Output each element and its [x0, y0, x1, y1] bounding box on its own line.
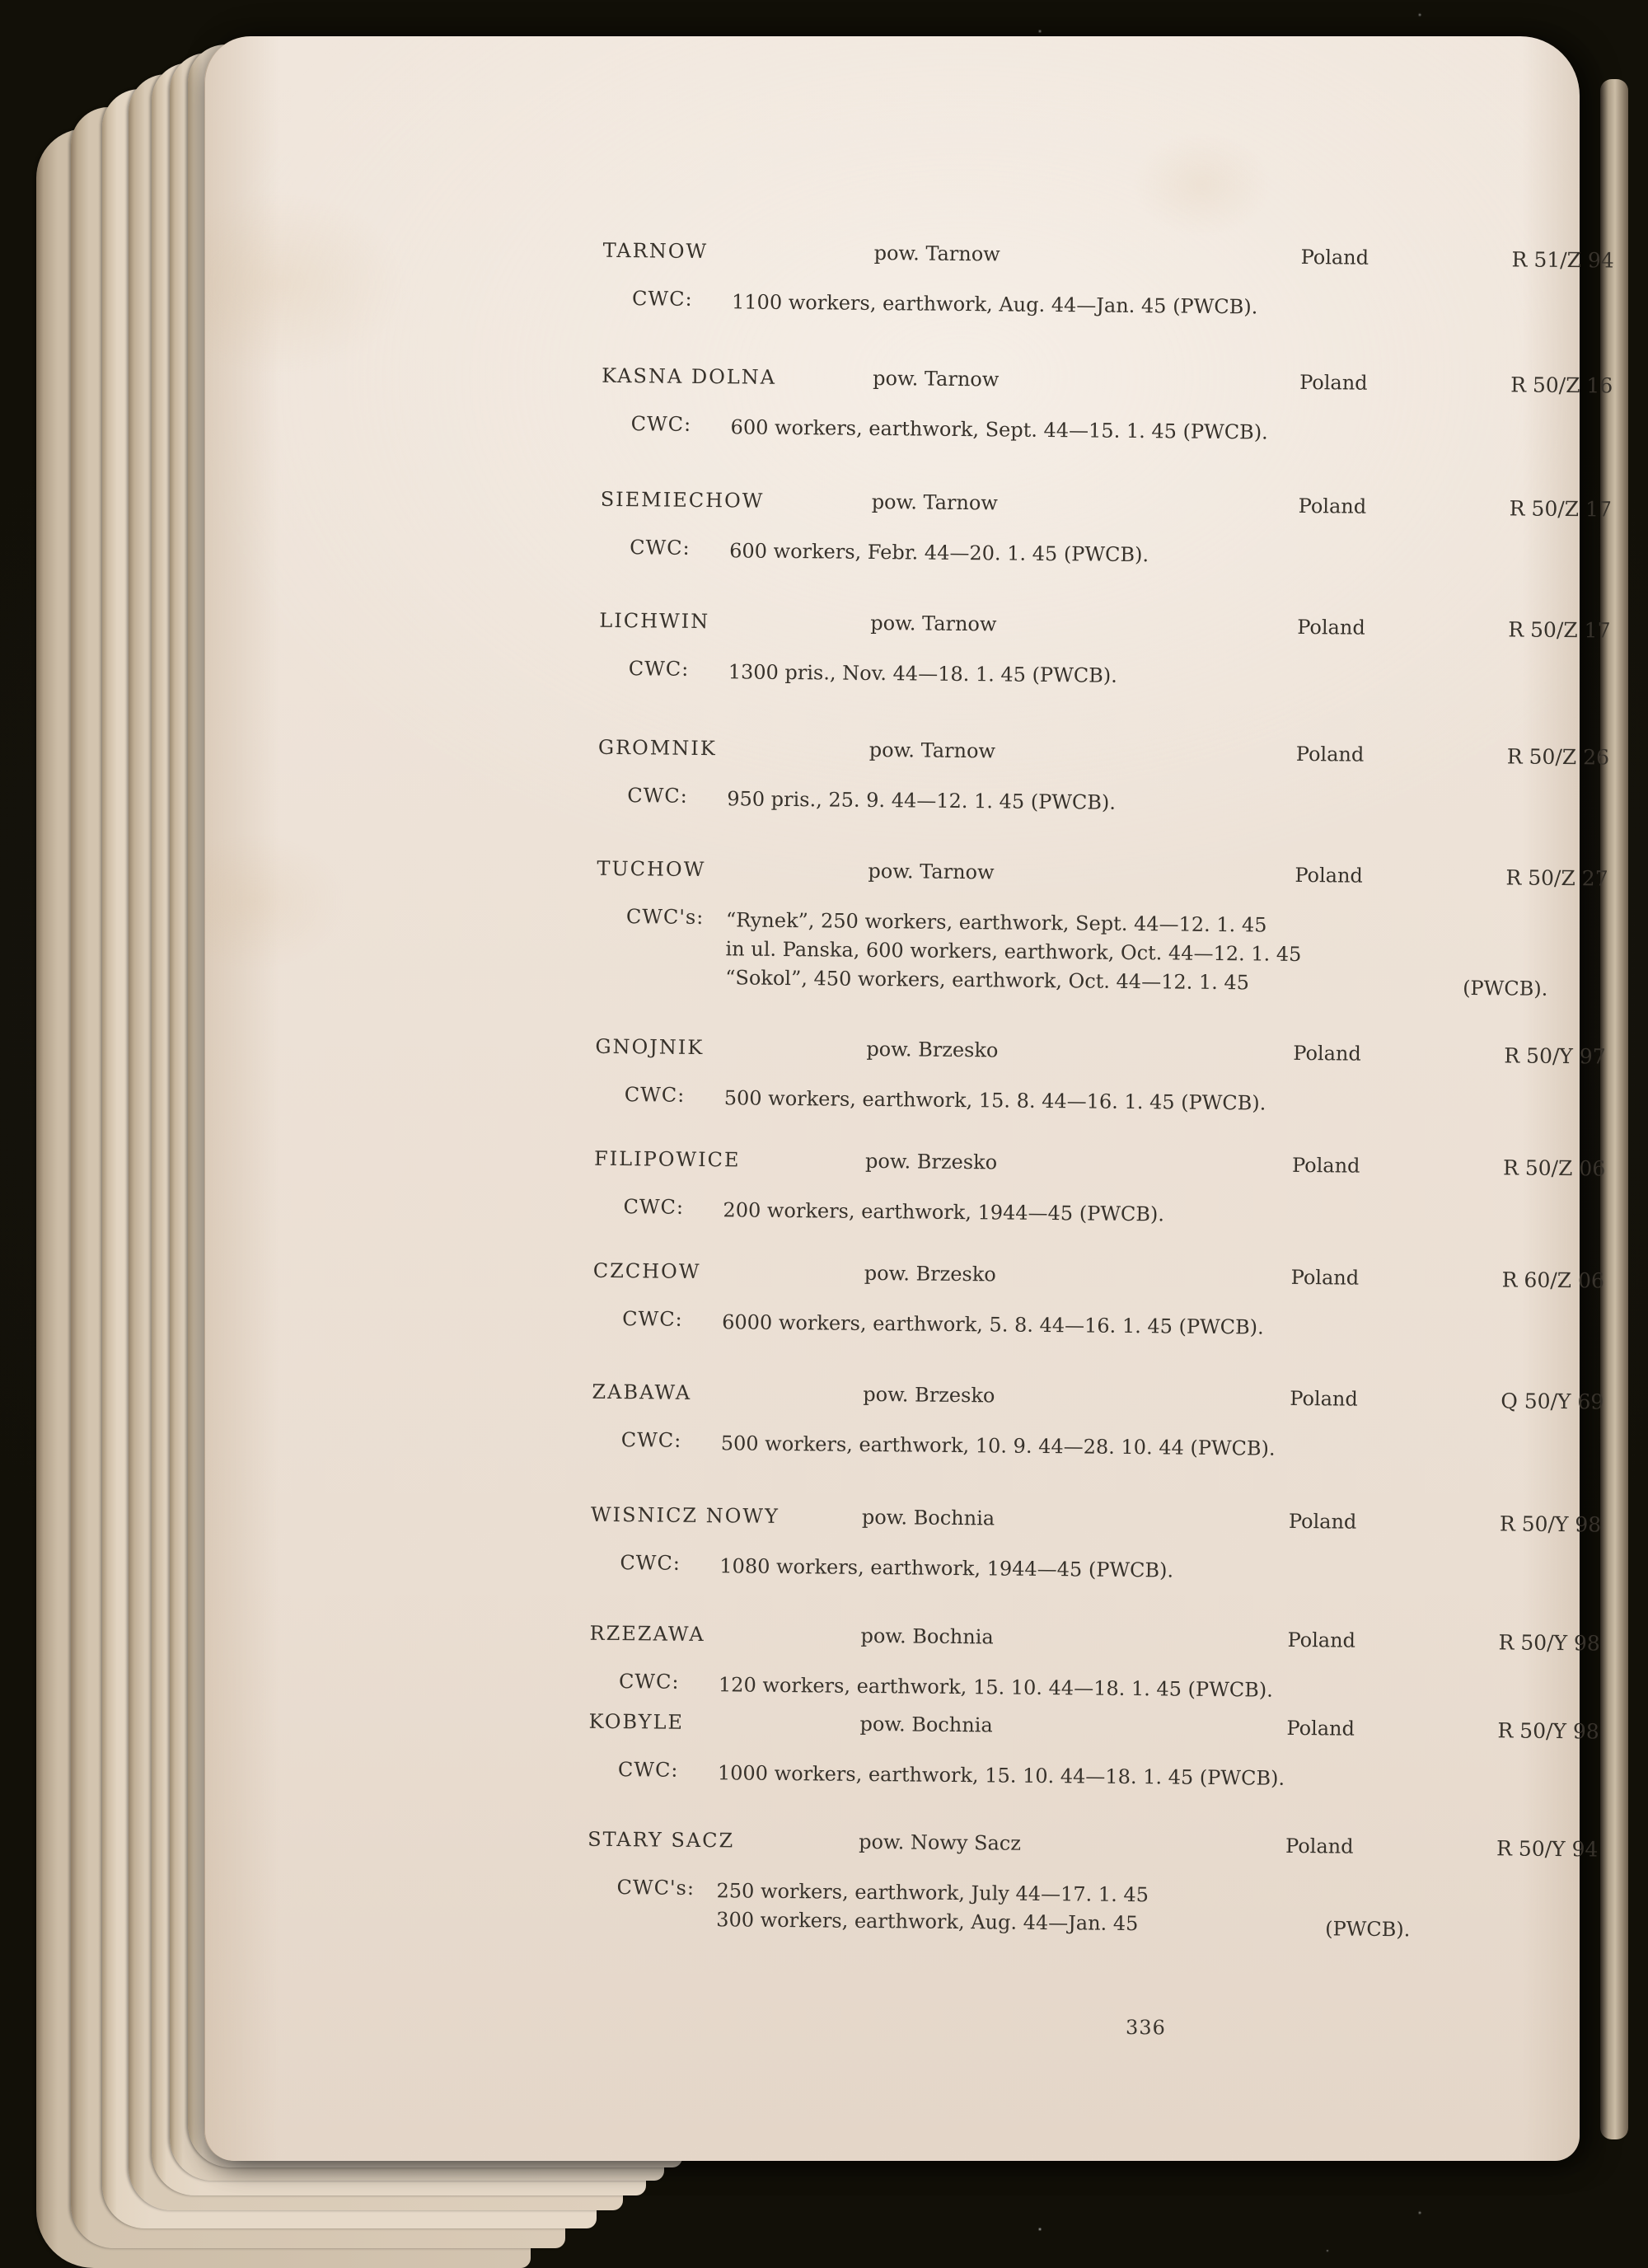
map-code: R 50/Y 98 [1499, 1511, 1602, 1537]
camp-entry-head [591, 1503, 1648, 1541]
cwc-label: CWC: [620, 1428, 682, 1452]
cwc-lines [719, 1552, 1648, 1590]
cwc-label: CWC: [620, 1551, 681, 1575]
camp-name: RZEZAWA [589, 1621, 705, 1647]
camp-entry-head [593, 1259, 1648, 1297]
camp-name: STARY SACZ [588, 1827, 735, 1853]
country: Poland [1295, 863, 1364, 888]
country: Poland [1299, 370, 1368, 395]
camp-entry-head [598, 736, 1648, 774]
camp-entry-body [590, 1551, 1648, 1590]
camp-entry [596, 857, 1648, 1001]
map-code: R 50/Y 94 [1496, 1836, 1599, 1862]
camp-entry-body [596, 905, 1648, 1001]
district: pow. Tarnow [870, 611, 997, 636]
pwcb-note: (PWCB). [1325, 1917, 1411, 1942]
cwc-line: 250 workers, earthwork, July 44—17. 1. 45 [716, 1879, 1149, 1907]
camp-name: TARNOW [602, 238, 709, 264]
country: Poland [1291, 1153, 1360, 1178]
cwc-label: CWC: [631, 287, 693, 311]
cwc-lines [728, 658, 1648, 696]
country: Poland [1290, 1386, 1358, 1411]
pwcb-note: (PWCB). [1463, 976, 1548, 1000]
district: pow. Tarnow [873, 366, 1000, 391]
camp-name: CZCHOW [592, 1258, 701, 1284]
cwc-lines [732, 288, 1648, 326]
cwc-lines [718, 1759, 1648, 1797]
camp-entry [587, 1828, 1648, 1943]
country: Poland [1288, 1509, 1357, 1534]
country: Poland [1295, 742, 1365, 766]
camp-entry-head [599, 609, 1648, 647]
country: Poland [1300, 245, 1369, 269]
camp-name: WISNICZ NOWY [590, 1502, 780, 1528]
camp-entry-body [600, 536, 1648, 574]
district: pow. Brzesko [864, 1261, 996, 1286]
camp-entry-body [601, 412, 1648, 451]
camp-name: KOBYLE [588, 1709, 685, 1734]
camp-entry-body [595, 1083, 1648, 1122]
cwc-label: CWC: [627, 784, 688, 808]
cwc-label: CWC: [618, 1670, 680, 1694]
cwc-label: CWC: [622, 1307, 683, 1331]
camp-entry [590, 1503, 1648, 1590]
camp-entry-body [592, 1428, 1648, 1467]
camp-name: SIEMIECHOW [600, 487, 765, 513]
page-number: 336 [1125, 2015, 1166, 2040]
cwc-line: 200 workers, earthwork, 1944—45 (PWCB). [723, 1198, 1165, 1226]
district: pow. Tarnow [868, 738, 996, 763]
camp-entry-head [602, 364, 1648, 402]
page-text [585, 221, 1648, 2126]
book-page [204, 36, 1614, 2161]
cwc-line: 1080 workers, earthwork, 1944—45 (PWCB). [719, 1554, 1174, 1582]
camp-entry-head [588, 1710, 1648, 1748]
map-code: R 50/Y 98 [1498, 1630, 1600, 1656]
cwc-line: 600 workers, earthwork, Sept. 44—15. 1. 45 (PWCB). [730, 415, 1268, 444]
cwc-lines [724, 1084, 1648, 1122]
camp-entry [597, 736, 1648, 822]
cwc-line: 600 workers, Febr. 44—20. 1. 45 (PWCB). [729, 539, 1149, 567]
camp-entry [601, 364, 1648, 451]
cwc-lines [723, 1196, 1648, 1234]
country: Poland [1285, 1834, 1354, 1858]
camp-entry [602, 239, 1648, 326]
cwc-lines [727, 785, 1648, 822]
camp-entry [599, 609, 1648, 696]
cwc-line: 1300 pris., Nov. 44—18. 1. 45 (PWCB). [728, 660, 1117, 687]
cwc-line: 1100 workers, earthwork, Aug. 44—Jan. 45 (PWCB). [731, 290, 1258, 319]
district: pow. Bochnia [861, 1505, 995, 1530]
camp-entry-head [597, 857, 1648, 895]
camp-name: TUCHOW [597, 856, 706, 882]
cwc-line: in ul. Panska, 600 workers, earthwork, Oct. 44—12. 1. 45 [725, 937, 1302, 966]
district: pow. Bochnia [859, 1712, 993, 1737]
camp-name: GNOJNIK [595, 1034, 705, 1060]
country: Poland [1298, 494, 1367, 518]
camp-entry-head [592, 1380, 1648, 1418]
camp-entry-body [593, 1195, 1648, 1234]
camp-name: FILIPOWICE [593, 1146, 741, 1172]
camp-entry [595, 1035, 1648, 1122]
camp-entry-body [587, 1876, 1648, 1943]
cwc-line: 300 workers, earthwork, Aug. 44—Jan. 45 [716, 1908, 1139, 1936]
map-code: R 50/Z 26 [1506, 744, 1610, 770]
cwc-line: 950 pris., 25. 9. 44—12. 1. 45 (PWCB). [727, 787, 1117, 814]
cwc-lines [719, 1671, 1648, 1708]
country: Poland [1287, 1628, 1356, 1652]
camp-entry [593, 1147, 1648, 1234]
camp-entry-head [602, 239, 1648, 277]
cwc-lines [716, 1877, 1648, 1943]
map-code: R 50/Y 98 [1497, 1718, 1599, 1744]
district: pow. Brzesko [863, 1382, 995, 1408]
district: pow. Tarnow [871, 490, 999, 515]
cwc-line: 1000 workers, earthwork, 15. 10. 44—18. 1. 45 (PWCB). [717, 1761, 1285, 1790]
cwc-line: 120 workers, earthwork, 15. 10. 44—18. 1. 45 (PWCB). [718, 1673, 1273, 1702]
cwc-label: CWC's: [625, 905, 705, 930]
camp-entry [588, 1710, 1648, 1797]
cwc-label: CWC: [623, 1195, 685, 1219]
camp-name: KASNA DOLNA [602, 363, 777, 389]
camp-entry-head [601, 488, 1648, 526]
cwc-line: “Sokol”, 450 workers, earthwork, Oct. 44—12. 1. 45 [725, 966, 1250, 995]
cwc-label: CWC's: [616, 1876, 695, 1900]
map-code: R 51/Z 94 [1511, 247, 1614, 273]
country: Poland [1290, 1265, 1360, 1290]
district: pow. Brzesko [866, 1037, 999, 1062]
country: Poland [1297, 615, 1365, 640]
map-code: R 50/Z 27 [1505, 865, 1608, 891]
map-code: R 50/Z 16 [1510, 373, 1613, 398]
camp-entry-head [594, 1147, 1648, 1185]
entries [585, 221, 1648, 2126]
cwc-label: CWC: [630, 412, 692, 436]
camp-entry [592, 1259, 1648, 1346]
cwc-lines [729, 537, 1648, 574]
cwc-label: CWC: [624, 1083, 686, 1107]
map-code: R 50/Z 17 [1508, 617, 1611, 643]
map-code: R 50/Z 17 [1509, 496, 1613, 522]
district: pow. Bochnia [860, 1624, 994, 1649]
camp-entry [589, 1622, 1648, 1708]
camp-name: LICHWIN [599, 608, 710, 634]
country: Poland [1286, 1716, 1355, 1741]
camp-entry-head [595, 1035, 1648, 1073]
map-code: Q 50/Y 69 [1501, 1389, 1604, 1414]
camp-name: ZABAWA [592, 1380, 692, 1404]
cwc-line: “Rynek”, 250 workers, earthwork, Sept. 44—12. 1. 45 [725, 908, 1267, 937]
country: Poland [1293, 1041, 1361, 1066]
cwc-label: CWC: [630, 536, 691, 560]
cwc-line: 500 workers, earthwork, 10. 9. 44—28. 10. 44 (PWCB). [720, 1432, 1276, 1460]
map-code: R 50/Z 06 [1502, 1155, 1606, 1181]
cwc-lines [722, 1308, 1648, 1346]
camp-entry-body [592, 1307, 1648, 1346]
district: pow. Brzesko [864, 1149, 998, 1174]
camp-name: GROMNIK [597, 735, 717, 761]
map-code: R 60/Z 06 [1501, 1268, 1605, 1293]
map-code: R 50/Y 97 [1504, 1043, 1606, 1069]
cwc-label: CWC: [628, 657, 690, 681]
camp-entry-body [597, 784, 1648, 822]
district: pow. Tarnow [873, 241, 1000, 266]
cwc-label: CWC: [617, 1758, 679, 1782]
district: pow. Nowy Sacz [859, 1830, 1022, 1855]
cwc-lines [730, 413, 1648, 451]
cwc-line: 6000 workers, earthwork, 5. 8. 44—16. 1. 45 (PWCB). [722, 1310, 1264, 1339]
camp-entry-head [589, 1622, 1648, 1660]
cwc-line: 500 workers, earthwork, 15. 8. 44—16. 1. 45 (PWCB). [723, 1086, 1266, 1115]
district: pow. Tarnow [868, 859, 995, 884]
camp-entry-head [588, 1828, 1648, 1866]
camp-entry-body [599, 657, 1648, 696]
cwc-lines [721, 1429, 1648, 1467]
camp-entry [600, 488, 1648, 574]
camp-entry [592, 1380, 1648, 1467]
camp-entry-body [589, 1670, 1648, 1708]
camp-entry-body [602, 287, 1648, 326]
camp-entry-body [588, 1758, 1648, 1797]
